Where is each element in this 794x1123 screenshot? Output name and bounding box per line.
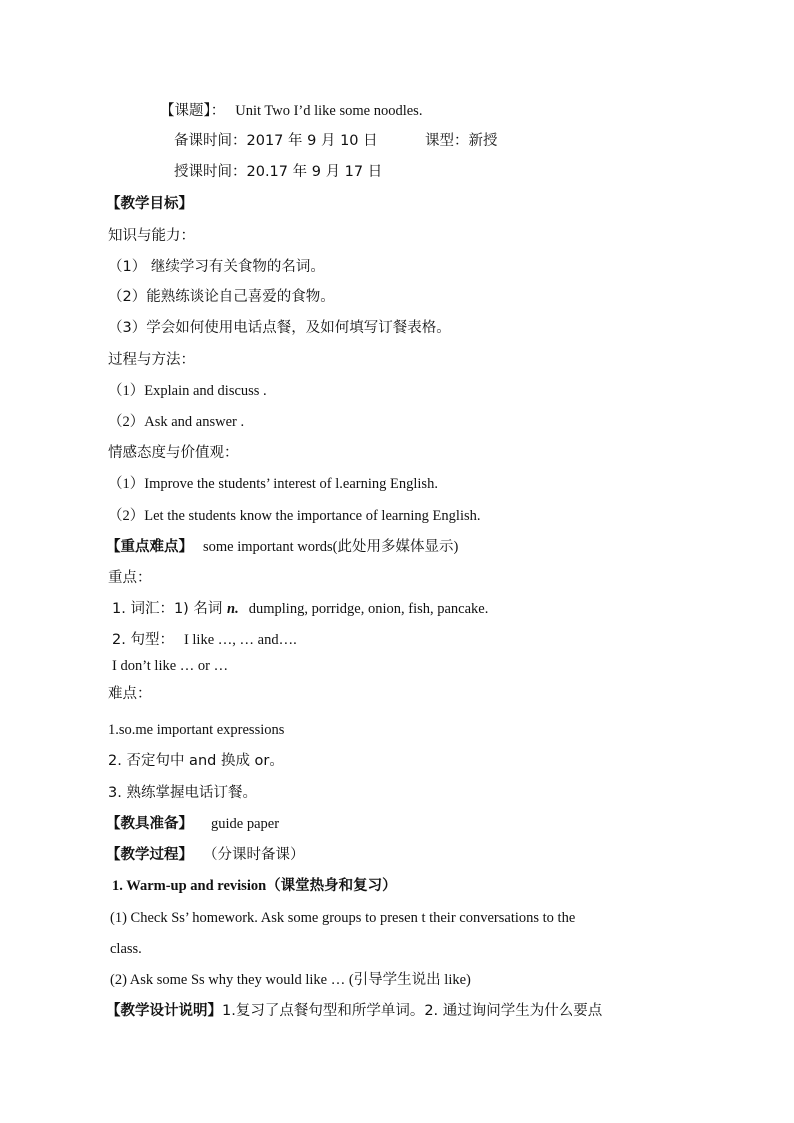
lesson-title-line xyxy=(160,101,422,121)
attitude-item: （2）Let the students know the importance of learning English. xyxy=(108,508,481,524)
process-line xyxy=(106,845,305,865)
objectives-heading: 【教学目标】 xyxy=(106,196,193,212)
knowledge-item: （3）学会如何使用电话点餐，及如何填写订餐表格。 xyxy=(108,320,451,336)
pattern-2: I don’t like … or … xyxy=(112,658,229,674)
pattern-label: 2. 句型： xyxy=(112,632,174,648)
design-note-heading: 【教学设计说明】 xyxy=(106,1003,222,1019)
design-note-line xyxy=(106,1001,602,1021)
key-points-note: some important words(此处用多媒体显示) xyxy=(203,539,459,555)
step1-item2: (2) Ask some Ss why they would like … (引导学生说出 like) xyxy=(110,972,471,988)
pattern-1: I like …, … and…. xyxy=(183,632,297,648)
vocab-line xyxy=(112,599,488,619)
materials-line xyxy=(106,814,279,834)
key-points-line xyxy=(106,537,458,557)
key-points-heading: 【重点难点】 xyxy=(106,539,193,555)
attitude-heading: 情感态度与价值观： xyxy=(108,445,239,461)
difficult-item: 1.so.me important expressions xyxy=(108,722,285,738)
vocab-label: 1. 词汇：1) 名词 xyxy=(112,601,228,617)
knowledge-heading: 知识与能力： xyxy=(108,228,195,244)
lesson-type: 课型：新授 xyxy=(425,133,498,149)
step1-title: 1. Warm-up and revision（课堂热身和复习） xyxy=(112,878,397,894)
knowledge-item: （2）能熟练谈论自己喜爱的食物。 xyxy=(108,289,335,305)
vocab-pos: n. xyxy=(227,601,239,617)
vocab-words: dumpling, porridge, onion, fish, pancake. xyxy=(248,601,489,617)
prep-time: 备课时间：2017 年 9 月 10 日 xyxy=(174,133,378,149)
step1-item1-line1: (1) Check Ss’ homework. Ask some groups to presen t their conversations to the xyxy=(110,910,576,926)
design-note-text: 1.复习了点餐句型和所学单词。2. 通过询问学生为什么要点 xyxy=(222,1003,603,1019)
lesson-title-value: Unit Two I’d like some noodles. xyxy=(235,103,423,119)
process-item: （1）Explain and discuss . xyxy=(108,383,267,399)
difficult-item: 3. 熟练掌握电话订餐。 xyxy=(108,785,257,801)
teaching-process-heading: 【教学过程】 xyxy=(106,847,193,863)
process-heading: 过程与方法： xyxy=(108,352,195,368)
attitude-item: （1）Improve the students’ interest of l.earning English. xyxy=(108,476,438,492)
key-heading: 重点： xyxy=(108,570,152,586)
knowledge-item: （1） 继续学习有关食物的名词。 xyxy=(108,259,325,275)
step1-item1-line2: class. xyxy=(110,941,142,957)
lesson-title-label: 【课题】： xyxy=(160,103,226,119)
materials-value: guide paper xyxy=(211,816,280,832)
materials-heading: 【教具准备】 xyxy=(106,816,193,832)
difficult-heading: 难点： xyxy=(108,686,152,702)
teaching-process-note: （分课时备课） xyxy=(203,847,305,863)
pattern-line xyxy=(112,630,297,650)
teach-time: 授课时间：20.17 年 9 月 17 日 xyxy=(174,164,383,180)
difficult-item: 2. 否定句中 and 换成 or。 xyxy=(108,753,284,769)
process-item: （2）Ask and answer . xyxy=(108,414,245,430)
